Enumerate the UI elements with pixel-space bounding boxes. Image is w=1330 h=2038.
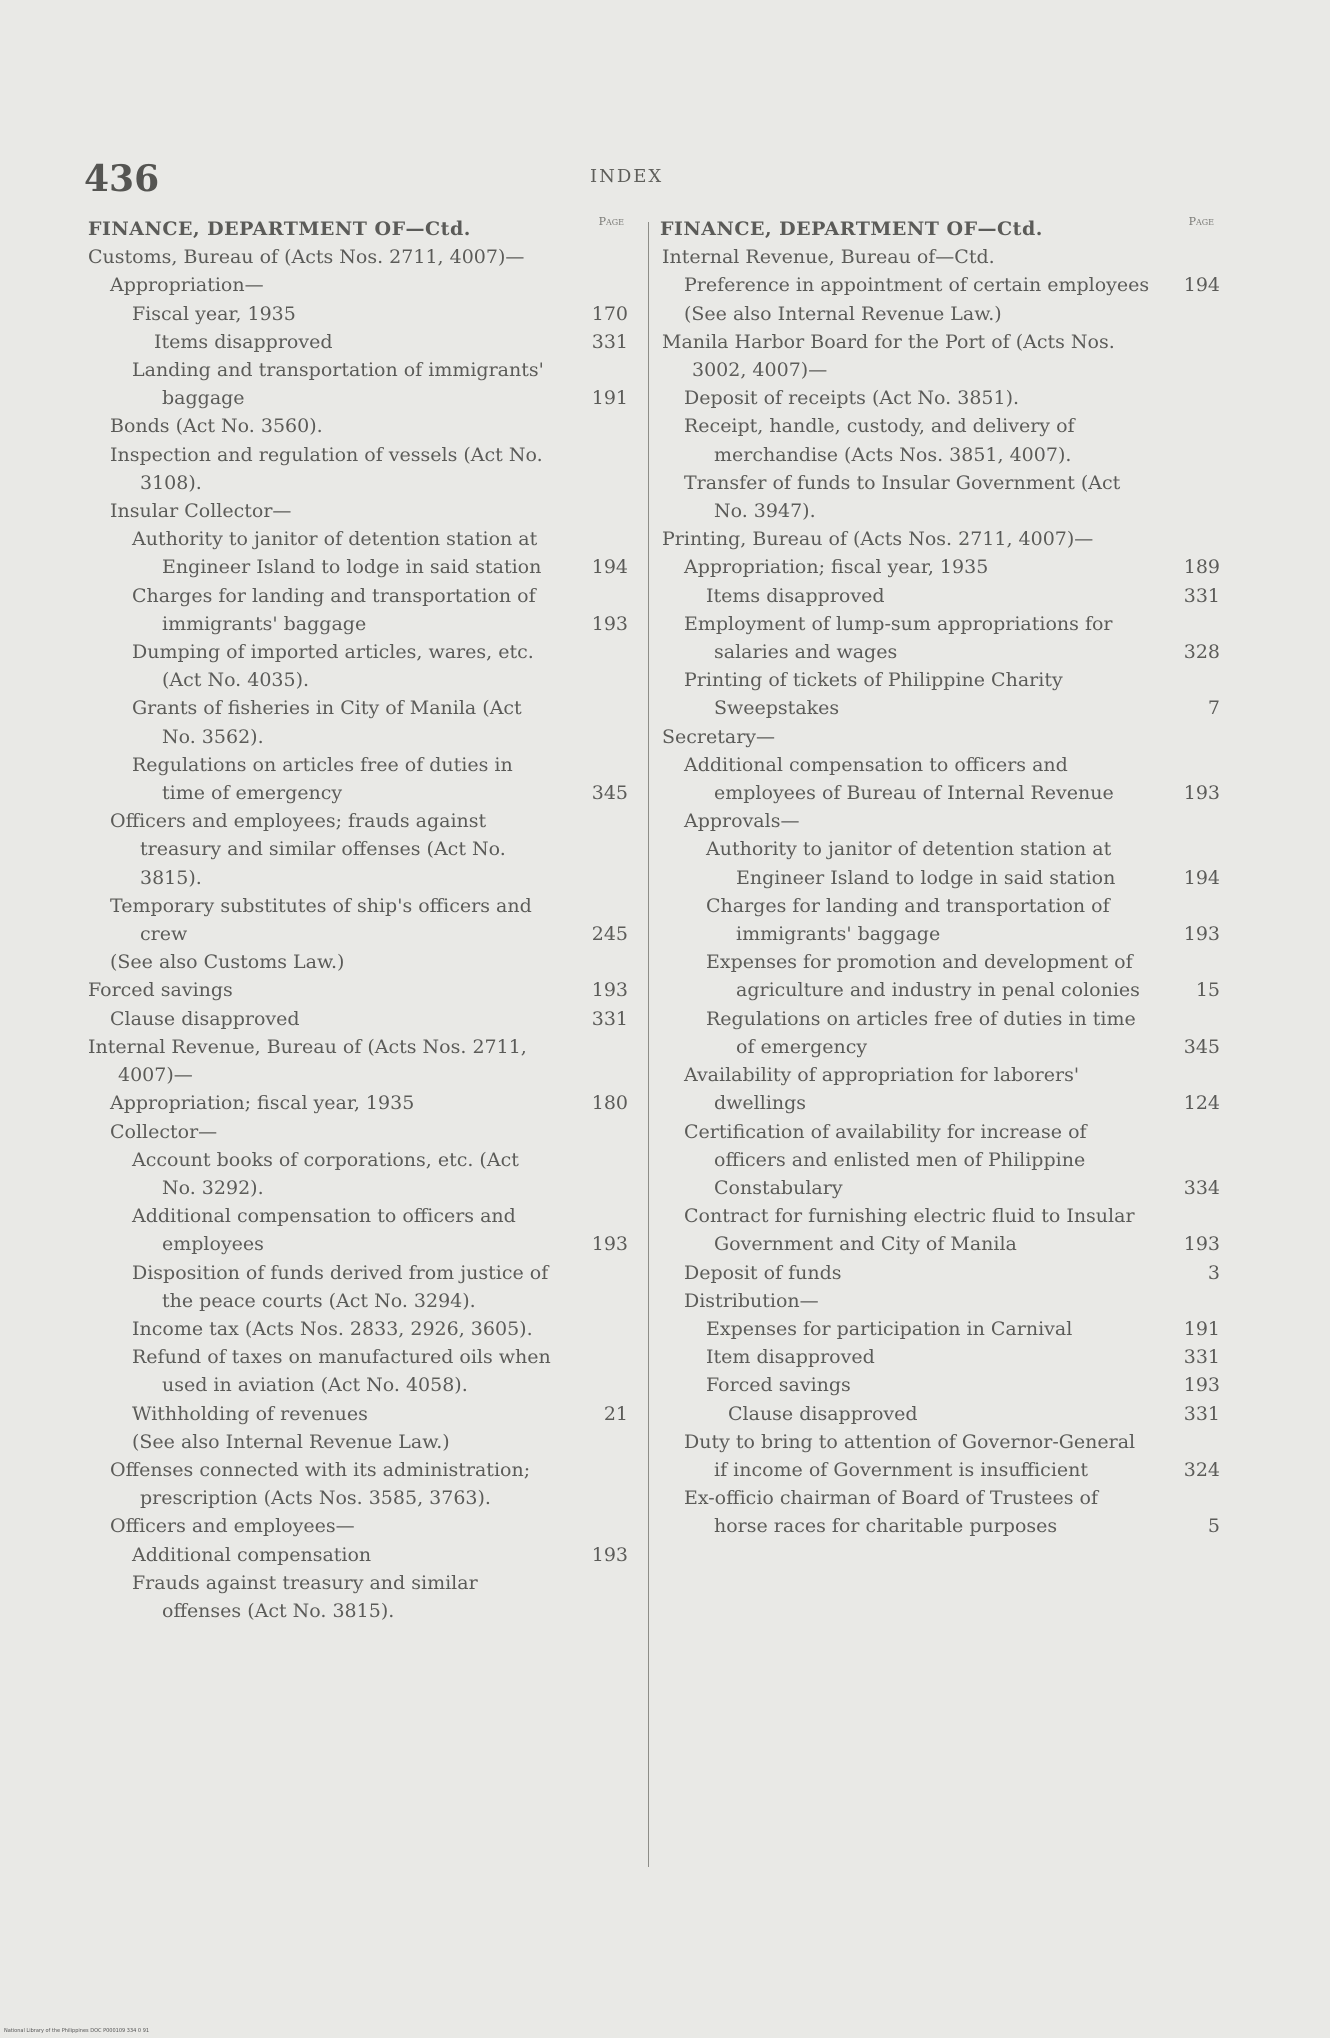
index-entry [88, 1400, 628, 1428]
index-entry-text: Clause disapproved [110, 1007, 300, 1030]
running-head: INDEX [590, 166, 664, 187]
index-entry [88, 271, 628, 299]
index-entry-text: Deposit of funds [684, 1261, 842, 1284]
index-entry [88, 412, 628, 440]
column-divider [648, 222, 649, 1867]
index-entry-text: Printing, Bureau of (Acts Nos. 2711, 4007)— [662, 528, 1094, 551]
index-entry-text: Additional compensation [132, 1543, 372, 1566]
index-entry-page: 331 [1183, 1402, 1220, 1425]
index-entry-text: (See also Internal Revenue Law.) [132, 1430, 450, 1453]
index-entry [660, 1484, 1220, 1540]
index-entry [88, 1202, 628, 1258]
index-heading [88, 215, 628, 243]
index-entry [88, 694, 628, 750]
index-entry [660, 948, 1220, 1004]
index-entry-text: (See also Customs Law.) [110, 951, 345, 974]
index-entry [660, 1400, 1220, 1428]
index-entry-page: 7 [1207, 697, 1220, 720]
index-entry [660, 300, 1220, 328]
index-entry [88, 497, 628, 525]
index-entry-text: Items disapproved [154, 330, 333, 353]
index-entry-text: FINANCE, DEPARTMENT OF—Ctd. [660, 218, 1043, 240]
index-entry-page: 324 [1183, 1458, 1220, 1481]
index-entry-text: Item disapproved [706, 1346, 875, 1369]
index-entry [88, 1033, 628, 1089]
index-entry [660, 610, 1220, 666]
page-number: 436 [84, 158, 160, 200]
index-entry-text: Account books of corporations, etc. (Act No. 3292). [132, 1148, 519, 1199]
index-entry-page: 124 [1183, 1092, 1220, 1115]
index-column-left [88, 215, 628, 1625]
index-entry-text: Preference in appointment of certain employees [684, 274, 1150, 297]
index-entry [660, 553, 1220, 581]
index-entry-text: Charges for landing and transportation of immigrants' baggage [706, 894, 1110, 946]
index-entry-page: 194 [1183, 274, 1220, 297]
index-entry-page: 345 [1183, 1035, 1220, 1058]
index-entry [88, 948, 628, 976]
index-entry-page: 3 [1207, 1261, 1220, 1284]
index-entry [660, 807, 1220, 835]
index-entry-text: Regulations on articles free of duties in time of emergency [132, 753, 513, 805]
index-entry-text: Expenses for participation in Carnival [706, 1317, 1073, 1340]
index-entry-text: Items disapproved [706, 584, 885, 607]
index-entry [660, 384, 1220, 412]
index-entry [660, 1315, 1220, 1343]
index-entry [660, 892, 1220, 948]
index-entry-page: 328 [1183, 641, 1220, 664]
index-entry-text: Collector— [110, 1120, 218, 1143]
index-entry-text: Secretary— [662, 725, 776, 748]
index-entry-page: 331 [591, 330, 628, 353]
index-entry [88, 976, 628, 1004]
page-column-label: Page [1188, 215, 1214, 228]
index-entry [660, 1259, 1220, 1287]
index-entry [660, 469, 1220, 525]
index-entry-text: Printing of tickets of Philippine Charity Sweepstakes [684, 669, 1063, 720]
index-entry [660, 1202, 1220, 1258]
index-entry-text: Income tax (Acts Nos. 2833, 2926, 3605). [132, 1317, 533, 1340]
index-entry [660, 1287, 1220, 1315]
index-entry-text: Availability of appropriation for laborers' dwellings [684, 1064, 1080, 1115]
index-entry [660, 243, 1220, 271]
index-entry-page: 331 [1183, 1346, 1220, 1369]
index-entry-text: Regulations on articles free of duties in time of emergency [706, 1007, 1136, 1058]
index-heading [660, 215, 1220, 243]
index-entry [660, 1371, 1220, 1399]
index-entry [660, 271, 1220, 299]
index-entry-text: Additional compensation to officers and employees of Bureau of Internal Revenue [684, 753, 1114, 805]
page-column-label: Page [598, 215, 624, 228]
index-entry-page: 193 [591, 979, 628, 1002]
index-entry-text: Manila Harbor Board for the Port of (Acts Nos. 3002, 4007)— [662, 330, 1115, 382]
index-entry [660, 412, 1220, 468]
index-entry [660, 1118, 1220, 1203]
index-entry-text: Employment of lump-sum appropriations for salaries and wages [684, 612, 1113, 664]
index-entry [88, 1456, 628, 1512]
index-entry-page: 191 [1183, 1317, 1220, 1340]
index-entry-page: 193 [1183, 923, 1220, 946]
scan-footer-note: National Library of the Philippines DOC P000109 334 0 91 [4, 2028, 150, 2034]
index-entry-text: Landing and transportation of immigrants' baggage [132, 359, 544, 410]
index-entry [660, 1428, 1220, 1484]
index-entry-page: 193 [1183, 782, 1220, 805]
index-entry-text: Refund of taxes on manufactured oils when used in aviation (Act No. 4058). [132, 1346, 551, 1397]
index-entry-text: Appropriation; fiscal year, 1935 [110, 1092, 415, 1115]
index-entry-text: Frauds against treasury and similar offenses (Act No. 3815). [132, 1571, 478, 1622]
index-entry-page: 193 [1183, 1233, 1220, 1256]
index-entry-text: Authority to janitor of detention station at Engineer Island to lodge in said station [132, 528, 542, 579]
index-entry [88, 1259, 628, 1315]
index-entry [88, 328, 628, 356]
index-entry [88, 1146, 628, 1202]
index-entry [88, 1343, 628, 1399]
index-entry [660, 582, 1220, 610]
index-entry-text: Ex-officio chairman of Board of Trustees of horse races for charitable purposes [684, 1487, 1099, 1538]
index-entry [88, 638, 628, 694]
index-entry [88, 892, 628, 948]
index-entry [88, 243, 628, 271]
index-entry-text: Authority to janitor of detention station at Engineer Island to lodge in said station [706, 838, 1116, 889]
index-entry-page: 193 [591, 1233, 628, 1256]
index-entry-page: 193 [1183, 1374, 1220, 1397]
index-entry [88, 441, 628, 497]
index-entry-page: 21 [603, 1402, 628, 1425]
index-entry [88, 1569, 628, 1625]
index-entry-text: Internal Revenue, Bureau of—Ctd. [662, 246, 995, 269]
index-entry-text: FINANCE, DEPARTMENT OF—Ctd. [88, 218, 471, 240]
index-entry-page: 331 [1183, 584, 1220, 607]
index-entry [660, 1005, 1220, 1061]
index-entry-text: Transfer of funds to Insular Government (Act No. 3947). [684, 471, 1121, 523]
index-entry-text: Expenses for promotion and development of agriculture and industry in penal colonies [706, 951, 1140, 1002]
index-entry-page: 193 [591, 1543, 628, 1566]
index-entry-text: Forced savings [88, 979, 233, 1002]
index-entry-text: Withholding of revenues [132, 1402, 368, 1425]
index-entry-text: Disposition of funds derived from justice of the peace courts (Act No. 3294). [132, 1261, 549, 1312]
index-entry-text: Clause disapproved [728, 1402, 918, 1425]
index-entry [88, 1512, 628, 1540]
index-entry-text: Bonds (Act No. 3560). [110, 415, 323, 438]
index-entry [660, 835, 1220, 891]
index-entry-text: Charges for landing and transportation of immigrants' baggage [132, 584, 536, 635]
index-entry-text: Certification of availability for increase of officers and enlisted men of Philippine Constabulary [684, 1120, 1087, 1199]
index-entry [88, 1118, 628, 1146]
index-entry-text: Temporary substitutes of ship's officers and crew [110, 894, 532, 946]
index-entry [88, 1005, 628, 1033]
index-entry-text: Distribution— [684, 1289, 819, 1312]
index-entry [660, 1061, 1220, 1117]
index-entry-text: Appropriation— [110, 274, 264, 297]
index-entry-text: Contract for furnishing electric fluid to Insular Government and City of Manila [684, 1205, 1135, 1256]
index-entry-text: Duty to bring to attention of Governor-General if income of Government is insufficient [684, 1430, 1136, 1481]
index-entry [88, 356, 628, 412]
index-entry-page: 191 [591, 387, 628, 410]
index-entry [88, 1315, 628, 1343]
index-entry-page: 189 [1183, 556, 1220, 579]
index-entry [88, 1541, 628, 1569]
index-entry-page: 331 [591, 1007, 628, 1030]
index-entry-text: Inspection and regulation of vessels (Act No. 3108). [110, 443, 543, 494]
index-entry [660, 1343, 1220, 1371]
index-entry-text: (See also Internal Revenue Law.) [684, 302, 1002, 325]
index-entry-text: Approvals— [684, 810, 800, 833]
index-entry-text: Additional compensation to officers and employees [132, 1205, 516, 1256]
index-entry [660, 666, 1220, 722]
index-entry-text: Customs, Bureau of (Acts Nos. 2711, 4007)— [88, 246, 525, 269]
index-entry-text: Forced savings [706, 1374, 851, 1397]
index-entry-text: Internal Revenue, Bureau of (Acts Nos. 2711, 4007)— [88, 1035, 527, 1087]
index-entry-page: 245 [591, 923, 628, 946]
index-entry-page: 170 [591, 302, 628, 325]
index-entry-text: Grants of fisheries in City of Manila (Act No. 3562). [132, 697, 522, 748]
index-entry-page: 345 [591, 782, 628, 805]
index-entry [88, 300, 628, 328]
index-entry [660, 525, 1220, 553]
index-entry-text: Insular Collector— [110, 500, 292, 523]
index-entry [88, 1089, 628, 1117]
index-column-right [660, 215, 1220, 1541]
index-entry-page: 334 [1183, 1176, 1220, 1199]
index-entry-page: 180 [591, 1092, 628, 1115]
index-entry [88, 1428, 628, 1456]
index-entry-text: Dumping of imported articles, wares, etc. (Act No. 4035). [132, 641, 534, 692]
index-entry [660, 751, 1220, 807]
index-entry [88, 751, 628, 807]
index-entry [88, 525, 628, 581]
index-entry-text: Offenses connected with its administration; prescription (Acts Nos. 3585, 3763). [110, 1458, 531, 1510]
index-entry-text: Officers and employees; frauds against treasury and similar offenses (Act No. 3815). [110, 810, 506, 889]
index-entry [660, 328, 1220, 384]
index-entry-page: 194 [591, 556, 628, 579]
index-entry-text: Deposit of receipts (Act No. 3851). [684, 387, 1020, 410]
index-entry [88, 582, 628, 638]
index-entry [660, 723, 1220, 751]
index-entry-text: Appropriation; fiscal year, 1935 [684, 556, 989, 579]
index-entry-page: 194 [1183, 866, 1220, 889]
index-entry-page: 5 [1207, 1515, 1220, 1538]
index-entry-page: 15 [1195, 979, 1220, 1002]
index-entry [88, 807, 628, 892]
index-entry-text: Receipt, handle, custody, and delivery of merchandise (Acts Nos. 3851, 4007). [684, 415, 1075, 466]
index-entry-text: Officers and employees— [110, 1515, 355, 1538]
index-entry-text: Fiscal year, 1935 [132, 302, 296, 325]
index-entry-page: 193 [591, 612, 628, 635]
